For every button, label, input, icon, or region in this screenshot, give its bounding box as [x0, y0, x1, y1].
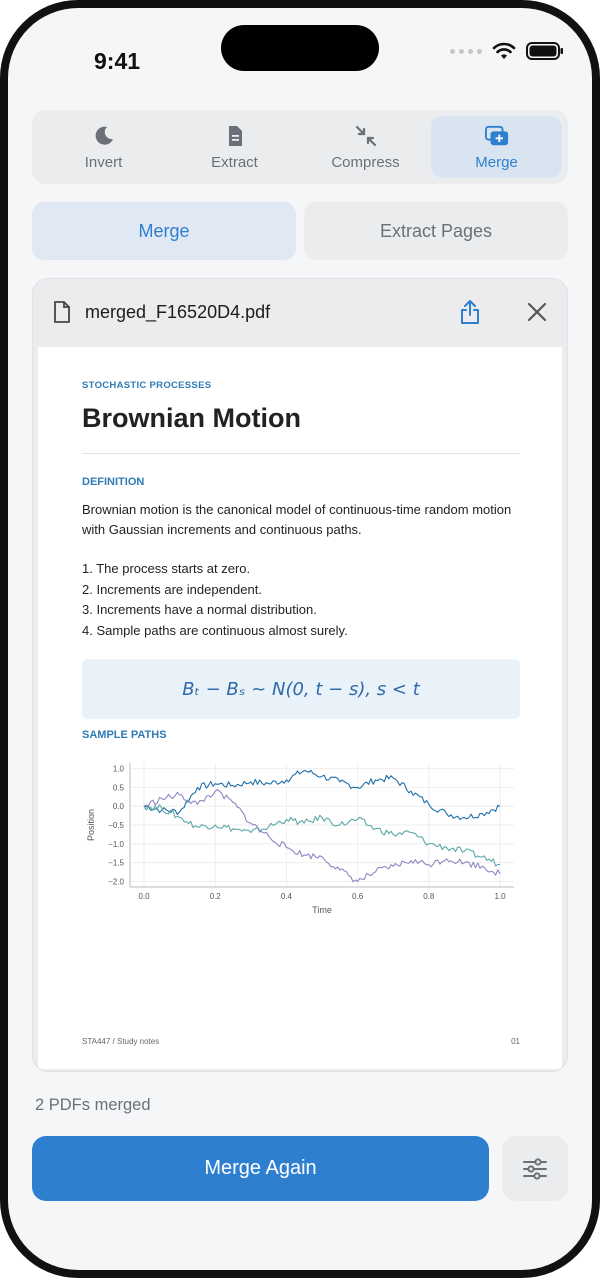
series-line — [144, 770, 500, 819]
x-tick-label: 0.0 — [138, 892, 150, 901]
x-axis-label: Time — [312, 905, 332, 915]
x-tick-label: 1.0 — [494, 892, 506, 901]
list-item: 4. Sample paths are continuous almost surely. — [82, 622, 348, 638]
y-axis-label: Position — [86, 808, 96, 842]
list-item: 2. Increments are independent. — [82, 581, 262, 597]
tab-extract-pages[interactable]: Extract Pages — [304, 202, 568, 260]
file-preview-card — [32, 278, 568, 1072]
page-title: Brownian Motion — [82, 403, 301, 433]
tool-selector — [32, 110, 568, 184]
document-icon — [223, 124, 247, 148]
share-icon[interactable] — [459, 299, 481, 325]
tool-invert-label: Invert — [84, 153, 123, 171]
file-header — [33, 279, 567, 345]
sample-paths-heading: SAMPLE PATHS — [82, 729, 167, 741]
definition-text: Brownian motion is the canonical model of continuous-time random motion with Gaussian increments and continuous paths. — [82, 502, 512, 537]
property-list — [82, 559, 348, 641]
sample-paths-chart — [82, 755, 522, 925]
merge-stack-icon — [485, 124, 509, 148]
tool-compress-label: Compress — [331, 153, 400, 171]
mode-tabs — [32, 202, 568, 260]
tab-merge[interactable]: Merge — [32, 202, 296, 260]
tool-invert[interactable] — [38, 116, 169, 178]
page-kicker: STOCHASTIC PROCESSES — [82, 380, 212, 391]
x-tick-label: 0.2 — [209, 892, 221, 901]
compress-arrows-icon — [354, 124, 378, 148]
y-tick-label: 0.0 — [112, 802, 124, 812]
page-number: 01 — [511, 1037, 520, 1046]
settings-button[interactable] — [502, 1136, 568, 1201]
dynamic-island — [221, 25, 379, 71]
x-tick-label: 0.6 — [352, 892, 364, 901]
status-icons — [450, 42, 564, 60]
page-footer-left: STA447 / Study notes — [82, 1037, 160, 1046]
series-line — [144, 789, 500, 881]
sliders-icon — [522, 1158, 548, 1180]
battery-icon — [526, 42, 564, 60]
pdf-page-preview[interactable] — [38, 347, 562, 1069]
x-tick-label: 0.8 — [423, 892, 435, 901]
y-tick-label: −1.5 — [108, 858, 124, 868]
y-tick-label: −0.5 — [108, 821, 124, 830]
tool-compress[interactable] — [300, 116, 431, 178]
y-tick-label: 0.5 — [112, 783, 124, 793]
screen — [8, 8, 592, 1270]
moon-icon — [92, 124, 116, 148]
y-tick-label: −1.0 — [108, 839, 124, 849]
tool-extract[interactable] — [169, 116, 300, 178]
tool-extract-label: Extract — [211, 153, 258, 171]
signal-dots-icon — [450, 49, 482, 54]
tool-merge[interactable] — [431, 116, 562, 178]
merge-again-button[interactable]: Merge Again — [32, 1136, 489, 1201]
list-item: 3. Increments have a normal distribution. — [82, 602, 317, 617]
wifi-icon — [492, 42, 516, 60]
definition-heading: DEFINITION — [82, 476, 145, 488]
formula-box: Bₜ − Bₛ ~ N(0, t − s), s < t — [82, 659, 520, 719]
tool-merge-label: Merge — [475, 153, 518, 171]
merged-count-text: 2 PDFs merged — [35, 1096, 151, 1114]
x-tick-label: 0.4 — [280, 892, 292, 901]
list-item: 1. The process starts at zero. — [82, 561, 251, 576]
title-divider — [82, 453, 520, 454]
file-name: merged_F16520D4.pdf — [85, 301, 271, 322]
y-tick-label: 1.0 — [112, 764, 124, 774]
close-icon[interactable] — [527, 302, 547, 322]
status-time: 9:41 — [94, 48, 141, 74]
y-tick-label: −2.0 — [108, 877, 124, 887]
file-icon — [53, 301, 71, 323]
